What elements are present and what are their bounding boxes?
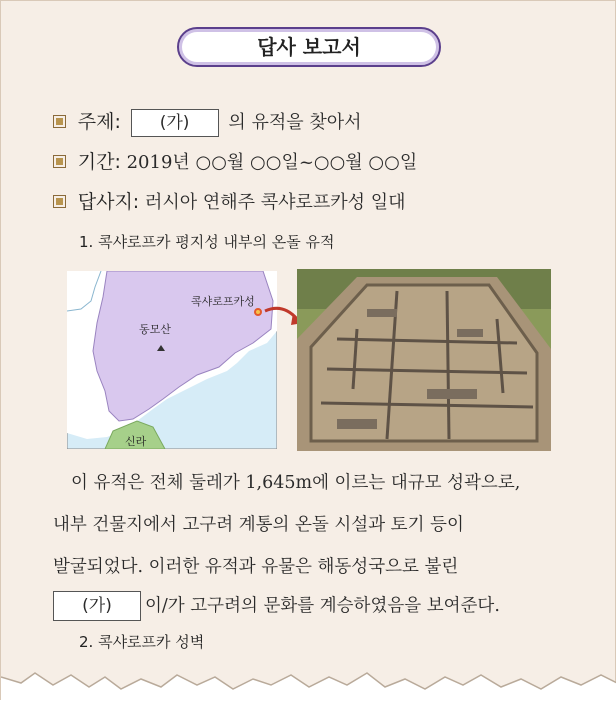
bullet-square-icon bbox=[53, 195, 66, 208]
site-map-label: 콕샤로프카성 bbox=[191, 295, 255, 308]
paragraph-line-2: 내부 건물지에서 고구려 계통의 온돌 시설과 토기 등이 bbox=[53, 515, 464, 535]
paragraph-blank-box: (가) bbox=[53, 591, 141, 621]
section-2-heading: 2. 콕샤로프카 성벽 bbox=[79, 633, 205, 651]
site-text: 러시아 연해주 콕샤로프카성 일대 bbox=[144, 192, 406, 213]
title-box bbox=[177, 27, 441, 67]
section-1-heading: 1. 콕샤로프카 평지성 내부의 온돌 유적 bbox=[79, 233, 335, 251]
bullet-square-icon bbox=[53, 115, 66, 128]
topic-label: 주제: bbox=[77, 111, 121, 133]
silla-label: 신라 bbox=[125, 435, 147, 448]
topic-blank-box: (가) bbox=[131, 109, 219, 137]
period-text: 2019년 ○○월 ○○일~○○월 ○○일 bbox=[126, 152, 418, 173]
topic-text: 의 유적을 찾아서 bbox=[228, 112, 362, 133]
paragraph-line-3: 발굴되었다. 이러한 유적과 유물은 해동성국으로 불린 bbox=[53, 557, 459, 577]
period-label: 기간: bbox=[77, 151, 121, 173]
bullet-square-icon bbox=[53, 155, 66, 168]
excavation-photo bbox=[297, 269, 551, 451]
site-row bbox=[53, 187, 406, 214]
paragraph-line-1: 이 유적은 전체 둘레가 1,645m에 이르는 대규모 성곽으로, bbox=[71, 473, 521, 493]
torn-edge bbox=[1, 659, 616, 701]
mountain-label: 동모산 bbox=[139, 323, 171, 336]
paragraph-line-4-text: 이/가 고구려의 문화를 계승하였음을 보여준다. bbox=[145, 596, 500, 616]
report-title: 답사 보고서 bbox=[257, 35, 361, 59]
paragraph-line-4 bbox=[53, 591, 500, 621]
site-label: 답사지: bbox=[77, 191, 140, 213]
site-marker-icon bbox=[254, 308, 262, 316]
topic-row bbox=[53, 107, 362, 137]
period-row bbox=[53, 147, 417, 174]
